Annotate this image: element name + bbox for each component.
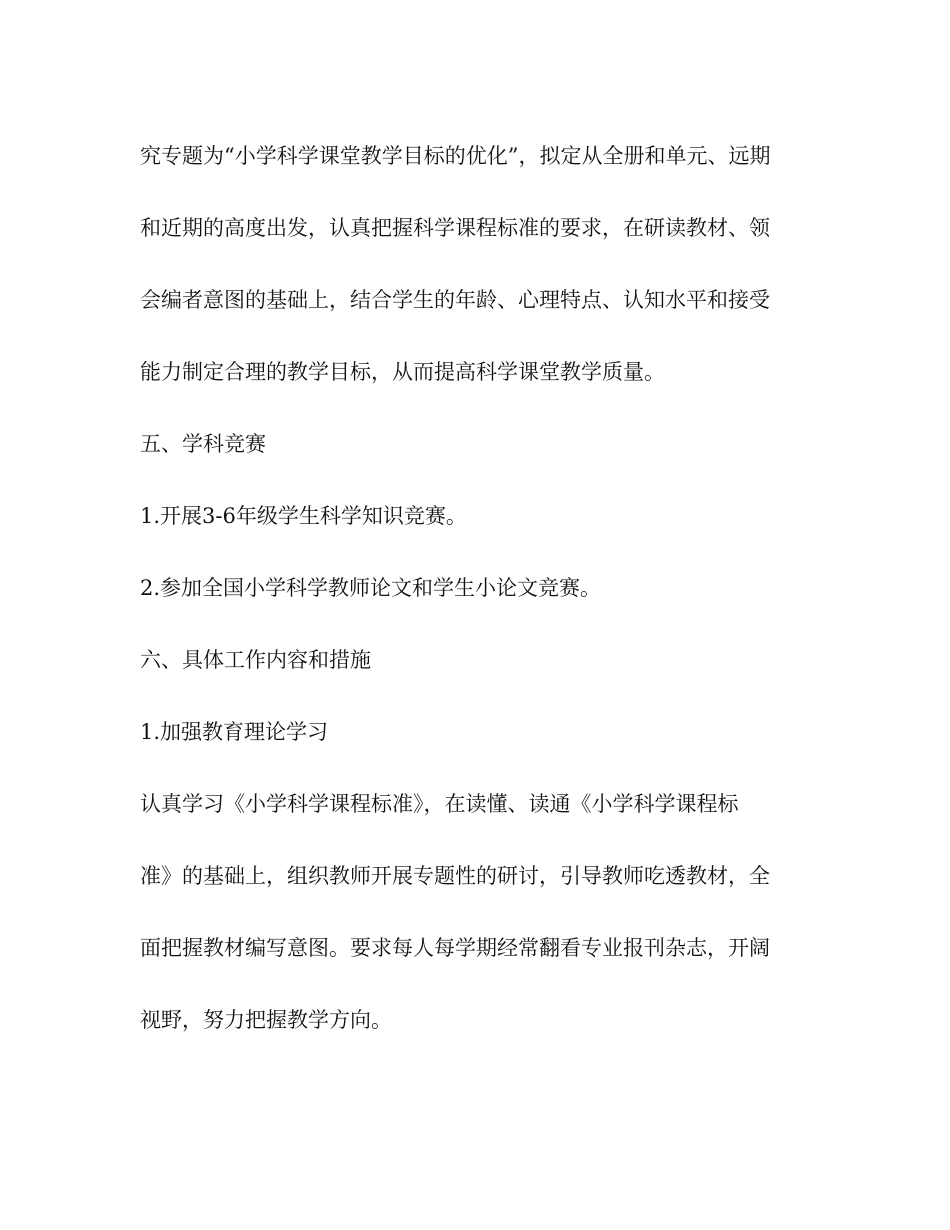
document-body [140, 134, 800, 1070]
section-heading: 五、学科竞赛 [140, 432, 266, 456]
section-heading: 六、具体工作内容和措施 [140, 648, 371, 672]
paragraph-line: 认真学习《小学科学课程标准》，在读懂、读通《小学科学课程标 [140, 792, 739, 816]
subsection-heading: 1.加强教育理论学习 [140, 720, 329, 744]
paragraph-line: 能力制定合理的教学目标，从而提高科学课堂教学质量。 [140, 360, 665, 384]
list-item: 2.参加全国小学科学教师论文和学生小论文竞赛。 [140, 576, 602, 600]
paragraph-line: 视野，努力把握教学方向。 [140, 1008, 392, 1032]
paragraph-line: 究专题为“小学科学课堂教学目标的优化”，拟定从全册和单元、远期 [140, 144, 771, 168]
list-item: 1.开展3-6年级学生科学知识竞赛。 [140, 504, 467, 528]
paragraph-line: 准》的基础上，组织教师开展专题性的研讨，引导教师吃透教材，全 [140, 864, 770, 888]
paragraph-line: 面把握教材编写意图。要求每人每学期经常翻看专业报刊杂志，开阔 [140, 936, 770, 960]
paragraph-line: 和近期的高度出发，认真把握科学课程标准的要求，在研读教材、领 [140, 216, 770, 240]
paragraph-line: 会编者意图的基础上，结合学生的年龄、心理特点、认知水平和接受 [140, 288, 770, 312]
